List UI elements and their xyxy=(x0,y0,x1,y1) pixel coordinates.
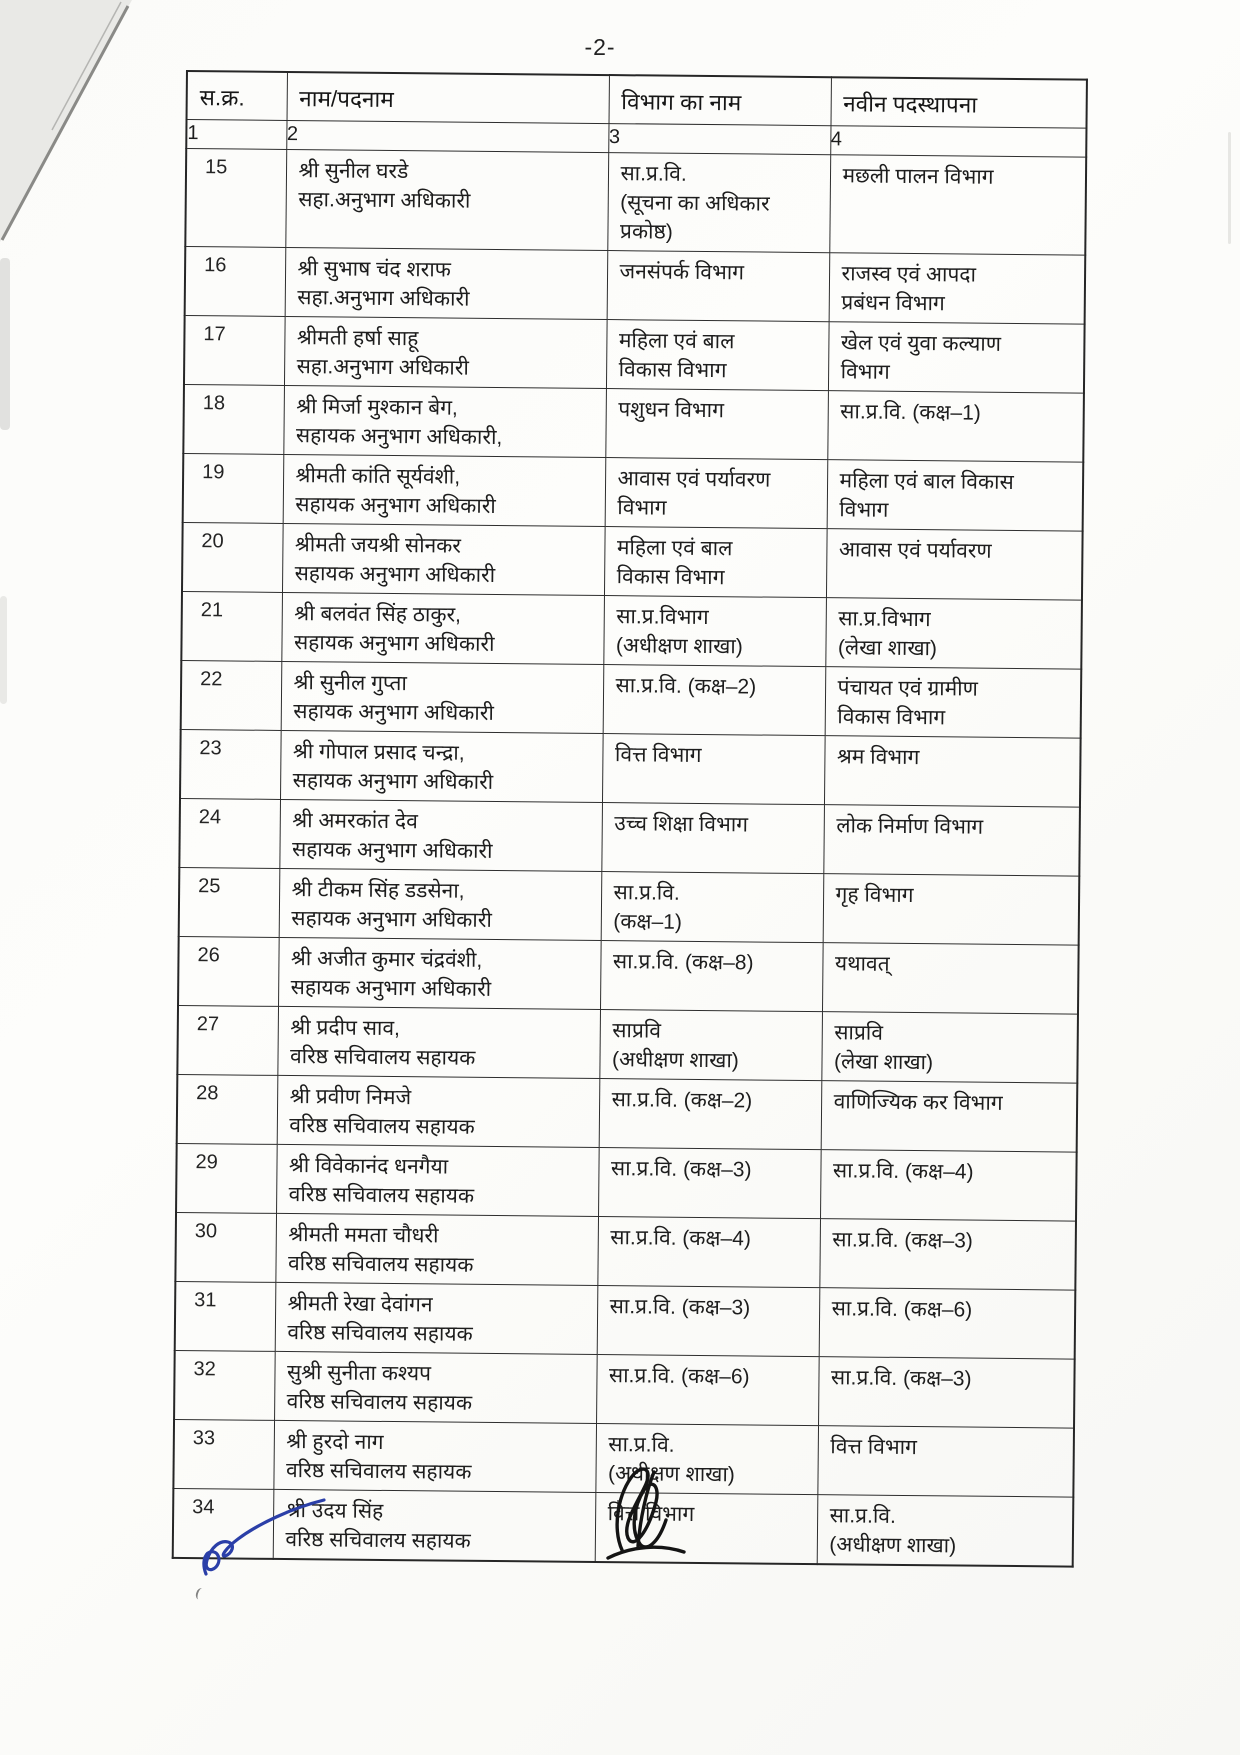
posting-cell: खेल एवं युवा कल्याण विभाग xyxy=(828,322,1085,393)
posting-cell: पंचायत एवं ग्रामीण विकास विभाग xyxy=(825,667,1082,738)
scan-speckle xyxy=(194,1587,206,1601)
serial-cell: 33 xyxy=(173,1419,274,1489)
department-cell: वित्त विभाग xyxy=(595,1492,818,1564)
serial-cell: 30 xyxy=(175,1212,276,1282)
posting-cell: वित्त विभाग xyxy=(817,1426,1074,1497)
posting-cell: गृह विभाग xyxy=(823,874,1080,945)
department-cell: सा.प्र.वि. (कक्ष–6) xyxy=(596,1355,819,1426)
table-row xyxy=(179,798,1080,876)
serial-cell: 24 xyxy=(179,798,280,868)
serial-cell: 31 xyxy=(175,1281,276,1351)
posting-cell: सा.प्र.वि. (कक्ष–1) xyxy=(827,391,1084,462)
name-cell: श्री सुनील गुप्ता सहायक अनुभाग अधिकारी xyxy=(281,661,604,733)
serial-cell: 26 xyxy=(178,936,279,1006)
name-cell: श्री विवेकानंद धनगैया वरिष्ठ सचिवालय सहायक xyxy=(276,1144,599,1216)
table-row xyxy=(183,453,1084,531)
column-number: 1 xyxy=(186,120,286,150)
column-header-name: नाम/पदनाम xyxy=(287,72,609,124)
page-number: -2- xyxy=(584,34,616,60)
department-cell: सा.प्र.विभाग (अधीक्षण शाखा) xyxy=(603,596,826,667)
serial-cell: 23 xyxy=(180,729,281,799)
department-cell: सा.प्र.वि. (अधीक्षण शाखा) xyxy=(595,1423,818,1494)
serial-cell: 32 xyxy=(174,1350,275,1420)
serial-cell: 25 xyxy=(179,867,280,937)
signature-ink-black xyxy=(588,1458,698,1573)
column-header-serial: स.क्र. xyxy=(187,71,287,120)
department-cell: वित्त विभाग xyxy=(602,734,825,805)
department-cell: साप्रवि (अधीक्षण शाखा) xyxy=(599,1010,822,1081)
table-row xyxy=(184,315,1085,393)
posting-cell: सा.प्र.वि. (अधीक्षण शाखा) xyxy=(817,1495,1074,1567)
posting-cell: सा.प्र.वि. (कक्ष–3) xyxy=(819,1219,1076,1290)
table-row xyxy=(185,247,1086,325)
table-row xyxy=(175,1281,1076,1359)
department-cell: उच्च शिक्षा विभाग xyxy=(601,803,824,874)
name-cell: श्री बलवंत सिंह ठाकुर, सहायक अनुभाग अधिकारी xyxy=(281,592,604,664)
name-cell: सुश्री सुनीता कश्यप वरिष्ठ सचिवालय सहायक xyxy=(274,1351,597,1423)
posting-cell: यथावत् xyxy=(822,943,1079,1014)
posting-cell: वाणिज्यिक कर विभाग xyxy=(821,1081,1078,1152)
posting-cell: सा.प्र.वि. (कक्ष–3) xyxy=(818,1357,1075,1428)
posting-cell: आवास एवं पर्यावरण xyxy=(826,529,1083,600)
name-cell: श्रीमती रेखा देवांगन वरिष्ठ सचिवालय सहायक xyxy=(275,1282,598,1354)
scan-shadow-left-upper xyxy=(0,258,10,430)
table-row xyxy=(176,1143,1077,1221)
scan-shadow-left-lower xyxy=(0,596,7,704)
table-row xyxy=(185,149,1086,256)
department-cell: महिला एवं बाल विकास विभाग xyxy=(604,527,827,598)
department-cell: सा.प्र.वि. (कक्ष–2) xyxy=(599,1079,822,1150)
department-cell: सा.प्र.वि. (कक्ष–8) xyxy=(600,941,823,1012)
posting-cell: सा.प्र.विभाग (लेखा शाखा) xyxy=(825,598,1082,669)
department-cell: सा.प्र.वि. (कक्ष–2) xyxy=(603,665,826,736)
name-cell: श्रीमती कांति सूर्यवंशी, सहायक अनुभाग अधिकारी xyxy=(283,454,606,526)
table-row xyxy=(177,1005,1078,1083)
department-cell: सा.प्र.वि. (कक्ष–3) xyxy=(598,1148,821,1219)
department-cell: जनसंपर्क विभाग xyxy=(607,251,830,322)
serial-cell: 22 xyxy=(181,660,282,730)
table-row xyxy=(180,729,1081,807)
name-cell: श्री अजीत कुमार चंद्रवंशी, सहायक अनुभाग अधिकारी xyxy=(278,937,601,1009)
serial-cell: 15 xyxy=(185,149,286,248)
serial-cell: 34 xyxy=(173,1488,274,1558)
name-cell: श्री सुनील घरडे सहा.अनुभाग अधिकारी xyxy=(285,149,608,250)
table-row xyxy=(177,1074,1078,1152)
scan-shadow-right xyxy=(1228,132,1231,244)
posting-cell: लोक निर्माण विभाग xyxy=(823,805,1080,876)
name-cell: श्री सुभाष चंद शराफ सहा.अनुभाग अधिकारी xyxy=(285,247,608,319)
department-cell: सा.प्र.वि. (कक्ष–3) xyxy=(597,1286,820,1357)
posting-cell: श्रम विभाग xyxy=(824,736,1081,807)
name-cell: श्रीमती हर्षा साहू सहा.अनुभाग अधिकारी xyxy=(284,316,607,388)
table-header-row xyxy=(187,71,1087,128)
serial-cell: 20 xyxy=(182,522,283,592)
table-row xyxy=(178,936,1079,1014)
posting-cell: राजस्व एवं आपदा प्रबंधन विभाग xyxy=(829,253,1086,324)
name-cell: श्री उदय सिंह वरिष्ठ सचिवालय सहायक xyxy=(273,1489,596,1562)
serial-cell: 19 xyxy=(183,453,284,523)
column-number: 3 xyxy=(608,124,830,155)
table-row xyxy=(179,867,1080,945)
name-cell: श्री प्रदीप साव, वरिष्ठ सचिवालय सहायक xyxy=(277,1006,600,1078)
table-row xyxy=(181,660,1082,738)
posting-cell: मछली पालन विभाग xyxy=(829,155,1086,255)
posting-cell: सा.प्र.वि. (कक्ष–4) xyxy=(820,1150,1077,1221)
name-cell: श्री अमरकांत देव सहायक अनुभाग अधिकारी xyxy=(279,799,602,871)
serial-cell: 29 xyxy=(176,1143,277,1213)
department-cell: सा.प्र.वि. (कक्ष–1) xyxy=(601,872,824,943)
serial-cell: 18 xyxy=(183,384,284,454)
column-header-posting: नवीन पदस्थापना xyxy=(830,77,1086,128)
column-number: 2 xyxy=(286,120,608,152)
department-cell: आवास एवं पर्यावरण विभाग xyxy=(605,458,828,529)
name-cell: श्री गोपाल प्रसाद चन्द्रा, सहायक अनुभाग अधिकारी xyxy=(280,730,603,802)
name-cell: श्री प्रवीण निमजे वरिष्ठ सचिवालय सहायक xyxy=(277,1075,600,1147)
table-row xyxy=(181,591,1082,669)
table-row xyxy=(183,384,1084,462)
table-row xyxy=(182,522,1083,600)
serial-cell: 21 xyxy=(181,591,282,661)
department-cell: सा.प्र.वि. (कक्ष–4) xyxy=(597,1217,820,1288)
serial-cell: 28 xyxy=(177,1074,278,1144)
department-cell: पशुधन विभाग xyxy=(605,389,828,460)
department-cell: सा.प्र.वि. (सूचना का अधिकार प्रकोष्ठ) xyxy=(607,153,830,253)
posting-cell: साप्रवि (लेखा शाखा) xyxy=(821,1012,1078,1083)
page-fold-corner xyxy=(0,0,140,250)
serial-cell: 27 xyxy=(177,1005,278,1075)
name-cell: श्री हुरदो नाग वरिष्ठ सचिवालय सहायक xyxy=(273,1420,596,1492)
name-cell: श्रीमती जयश्री सोनकर सहायक अनुभाग अधिकारी xyxy=(282,523,605,595)
transfer-table xyxy=(172,70,1086,1568)
table-row xyxy=(174,1350,1075,1428)
name-cell: श्रीमती ममता चौधरी वरिष्ठ सचिवालय सहायक xyxy=(275,1213,598,1285)
name-cell: श्री टीकम सिंह डडसेना, सहायक अनुभाग अधिकारी xyxy=(279,868,602,940)
column-header-department: विभाग का नाम xyxy=(609,75,831,126)
column-number: 4 xyxy=(830,126,1086,157)
posting-cell: महिला एवं बाल विकास विभाग xyxy=(827,460,1084,531)
name-cell: श्री मिर्जा मुश्कान बेग, सहायक अनुभाग अधिकारी, xyxy=(283,385,606,457)
serial-cell: 16 xyxy=(185,247,286,317)
serial-cell: 17 xyxy=(184,315,285,385)
department-cell: महिला एवं बाल विकास विभाग xyxy=(606,320,829,391)
posting-cell: सा.प्र.वि. (कक्ष–6) xyxy=(819,1288,1076,1359)
table-row xyxy=(175,1212,1076,1290)
signature-ink-blue xyxy=(192,1490,332,1585)
